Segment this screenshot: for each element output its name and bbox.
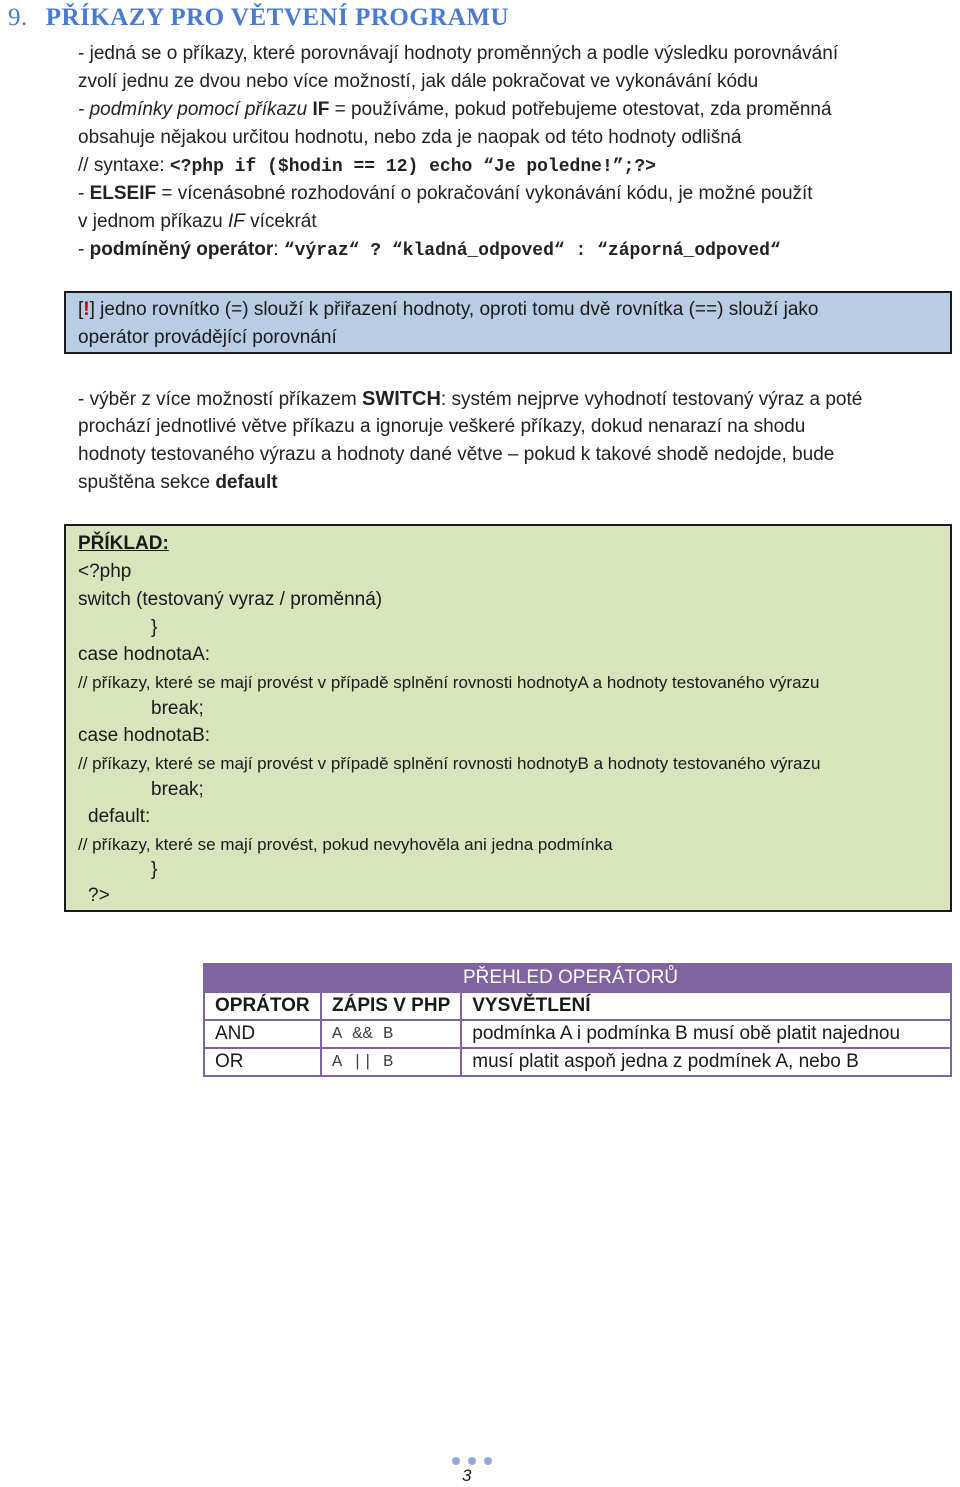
page-ornament [452,1455,496,1467]
switch-paragraph: - výběr z více možností příkazem SWITCH: systém nejprve vyhodnotí testovaný výraz a poté prochází jednotlivé větve příkazu a ignoruje veškeré příkazy, dokud nenarazí na shodu hodnoty testovaného výrazu a hodnoty dané větve – pokud k takové shodě nedojde, bude spuštěna sekce default [78,388,863,493]
operator-description: podmínka A i podmínka B musí obě platit najednou [461,1020,951,1048]
syntax-label: // syntaxe: [78,155,170,176]
code-comment: // příkazy, které se mají provést, pokud nevyhověla ani jedna podmínka [78,835,613,854]
code-line: <?php [78,561,132,582]
code-line: } [151,859,158,880]
intro-line: zvolí jednu ze dvou nebo více možností, jak dále pokračovat ve vykonávání kódu [78,71,759,92]
column-header: OPRÁTOR [204,992,321,1020]
elseif-line: - ELSEIF = vícenásobné rozhodování o pokračování vykonávání kódu, je možné použít [78,183,813,204]
code-line: case hodnotaB: [78,725,211,746]
code-line: break; [151,698,204,719]
default-keyword: default [215,472,278,493]
syntax-line [78,152,948,180]
column-header: ZÁPIS V PHP [321,992,461,1020]
ornament-dot [484,1457,492,1465]
page-number: 3 [462,1466,472,1485]
operator-description: musí platit aspoň jedna z podmínek A, nebo B [461,1048,951,1076]
syntax-code: <?php if ($hodin == 12) echo “Je poledne!”;?> [169,157,656,177]
ternary-line: - podmíněný operátor: “výraz“ ? “kladná_odpoved“ : “záporná_odpoved“ [78,239,781,261]
code-line: default: [88,806,151,827]
elseif-keyword: ELSEIF [89,183,157,204]
example-box [64,524,952,912]
code-line: break; [151,779,204,800]
exclamation-icon: ! [83,299,90,320]
table-row [204,1048,951,1076]
code-comment: // příkazy, které se mají provést v případě splnění rovnosti hodnotyA a hodnoty testovaného výrazu [78,673,820,692]
code-comment: // příkazy, které se mají provést v případě splnění rovnosti hodnotyB a hodnoty testovaného výrazu [78,754,821,773]
ternary-code: “výraz“ ? “kladná_odpoved“ : “záporná_odpoved“ [283,241,781,261]
operator-syntax: A && B [321,1020,461,1048]
table-row [204,1020,951,1048]
code-line: case hodnotaA: [78,644,211,665]
if-line: - podmínky pomocí příkazu IF = používáme, pokud potřebujeme otestovat, zda proměnná [78,99,832,120]
ornament-dot [452,1457,460,1465]
operators-table-title-row [204,964,951,992]
operator-syntax: A || B [321,1048,461,1076]
ternary-label: podmíněný operátor [89,239,274,260]
operators-table [203,963,952,1077]
intro-line: obsahuje nějakou určitou hodnotu, nebo zda je naopak od této hodnoty odlišná [78,127,742,148]
section-heading [8,4,509,32]
code-line: } [151,617,158,638]
code-line: switch (testovaný vyraz / proměnná) [78,589,383,610]
intro-paragraph [78,40,948,264]
section-title: PŘÍKAZY PRO VĚTVENÍ PROGRAMU [45,4,510,31]
code-line: ?> [88,885,110,906]
section-number: 9. [8,4,28,31]
operator-name: AND [204,1020,321,1048]
operators-table-title: PŘEHLED OPERÁTORŮ [204,964,951,992]
switch-keyword: SWITCH [362,388,441,410]
operator-name: OR [204,1048,321,1076]
elseif-line-2: v jednom příkazu IF vícekrát [78,211,317,232]
column-header: VYSVĚTLENÍ [461,992,951,1020]
intro-line: - jedná se o příkazy, které porovnávají hodnoty proměnných a podle výsledku porovnávání [78,43,839,64]
if-keyword: IF [312,99,330,120]
ornament-dot [468,1457,476,1465]
example-title: PŘÍKLAD: [78,533,169,554]
note-box: [!] jedno rovnítko (=) slouží k přiřazení hodnoty, oproti tomu dvě rovnítka (==) slouží jako operátor provádějící porovnání [64,291,952,354]
operators-table-header-row [204,992,951,1020]
